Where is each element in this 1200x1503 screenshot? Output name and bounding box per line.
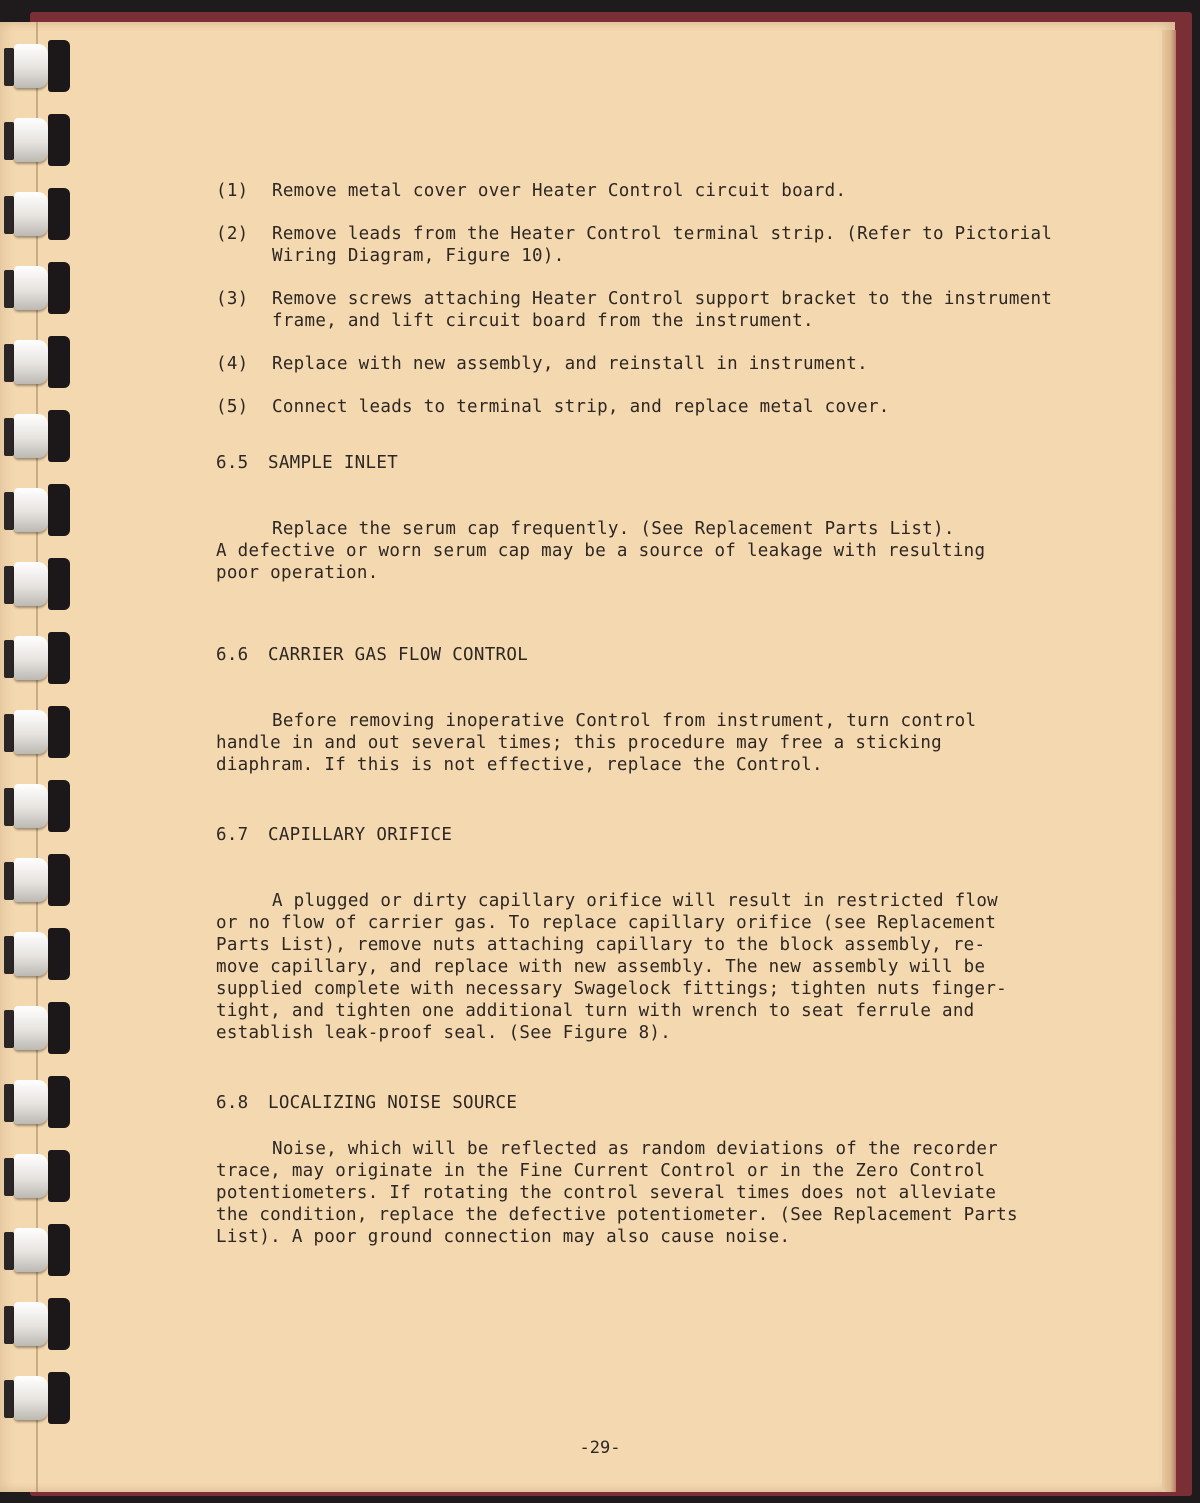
step-text: Remove leads from the Heater Control terminal strip. (Refer to Pictorial Wiring Diagram, Figure 10).	[272, 224, 1053, 266]
section-heading	[216, 824, 1076, 846]
binding-ring	[4, 1372, 68, 1424]
section-title: SAMPLE INLET	[268, 453, 399, 473]
binding-ring	[4, 558, 68, 610]
page-number: -29-	[579, 1438, 621, 1458]
section-body: Noise, which will be reflected as random deviations of the recorder trace, may originate in the Fine Current Control or in the Zero Control potentiometers. If rotating the control several times does not alleviate the condition, replace the defective potentiometer. (See Replacement Parts List). A poor ground connection may also cause noise.	[216, 1139, 1018, 1247]
step-number: (3)	[216, 289, 249, 309]
binding-ring	[4, 706, 68, 758]
spiral-binding	[0, 40, 80, 1490]
step-text: Remove metal cover over Heater Control circuit board.	[272, 181, 847, 201]
section-heading	[216, 1092, 1076, 1114]
binding-ring	[4, 484, 68, 536]
section-title: LOCALIZING NOISE SOURCE	[268, 1093, 518, 1113]
binding-ring	[4, 1002, 68, 1054]
section-number: 6.8	[216, 1093, 249, 1113]
step-text: Remove screws attaching Heater Control support bracket to the instrument frame, and lift circuit board from the instrument.	[272, 289, 1053, 331]
step-number: (5)	[216, 397, 249, 417]
binding-ring	[4, 1076, 68, 1128]
procedure-steps	[216, 180, 1076, 418]
step-text: Replace with new assembly, and reinstall in instrument.	[272, 354, 868, 374]
section-6-5	[216, 452, 1076, 584]
binding-ring	[4, 410, 68, 462]
step-2	[216, 223, 1076, 267]
binding-ring	[4, 40, 68, 92]
binding-ring	[4, 632, 68, 684]
step-number: (1)	[216, 181, 249, 201]
binding-ring	[4, 1150, 68, 1202]
page-content	[216, 180, 1076, 1248]
section-body: Replace the serum cap frequently. (See Replacement Parts List). A defective or worn serum cap may be a source of leakage with resulting poor operation.	[216, 519, 986, 583]
step-1	[216, 180, 1076, 202]
section-heading	[216, 644, 1076, 666]
binding-ring	[4, 854, 68, 906]
section-6-7	[216, 824, 1076, 1044]
section-number: 6.7	[216, 825, 249, 845]
binding-ring	[4, 1298, 68, 1350]
step-3	[216, 288, 1076, 332]
binding-ring	[4, 1224, 68, 1276]
section-body: A plugged or dirty capillary orifice will result in restricted flow or no flow of carrier gas. To replace capillary orifice (see Replacement Parts List), remove nuts attaching capillary to the block assembly, re- move capillary, and replace with new assembly. The new assembly will be supplied complete with necessary Swagelock fittings; tighten nuts finger- tight, and tighten one additional turn with wrench to seat ferrule and establish leak-proof seal. (See Figure 8).	[216, 891, 1008, 1043]
step-4	[216, 353, 1076, 375]
section-body: Before removing inoperative Control from instrument, turn control handle in and out several times; this procedure may free a sticking diaphram. If this is not effective, replace the Control.	[216, 711, 977, 775]
binding-ring	[4, 928, 68, 980]
section-title: CAPILLARY ORIFICE	[268, 825, 453, 845]
section-number: 6.5	[216, 453, 249, 473]
section-heading	[216, 452, 1076, 474]
step-text: Connect leads to terminal strip, and replace metal cover.	[272, 397, 890, 417]
step-number: (4)	[216, 354, 249, 374]
section-6-6	[216, 644, 1076, 776]
step-number: (2)	[216, 224, 249, 244]
step-5	[216, 396, 1076, 418]
section-6-8	[216, 1092, 1076, 1248]
page-edge	[1162, 30, 1176, 1492]
binding-ring	[4, 114, 68, 166]
section-title: CARRIER GAS FLOW CONTROL	[268, 645, 529, 665]
section-number: 6.6	[216, 645, 249, 665]
binding-ring	[4, 262, 68, 314]
binding-ring	[4, 188, 68, 240]
binding-ring	[4, 780, 68, 832]
binding-ring	[4, 336, 68, 388]
